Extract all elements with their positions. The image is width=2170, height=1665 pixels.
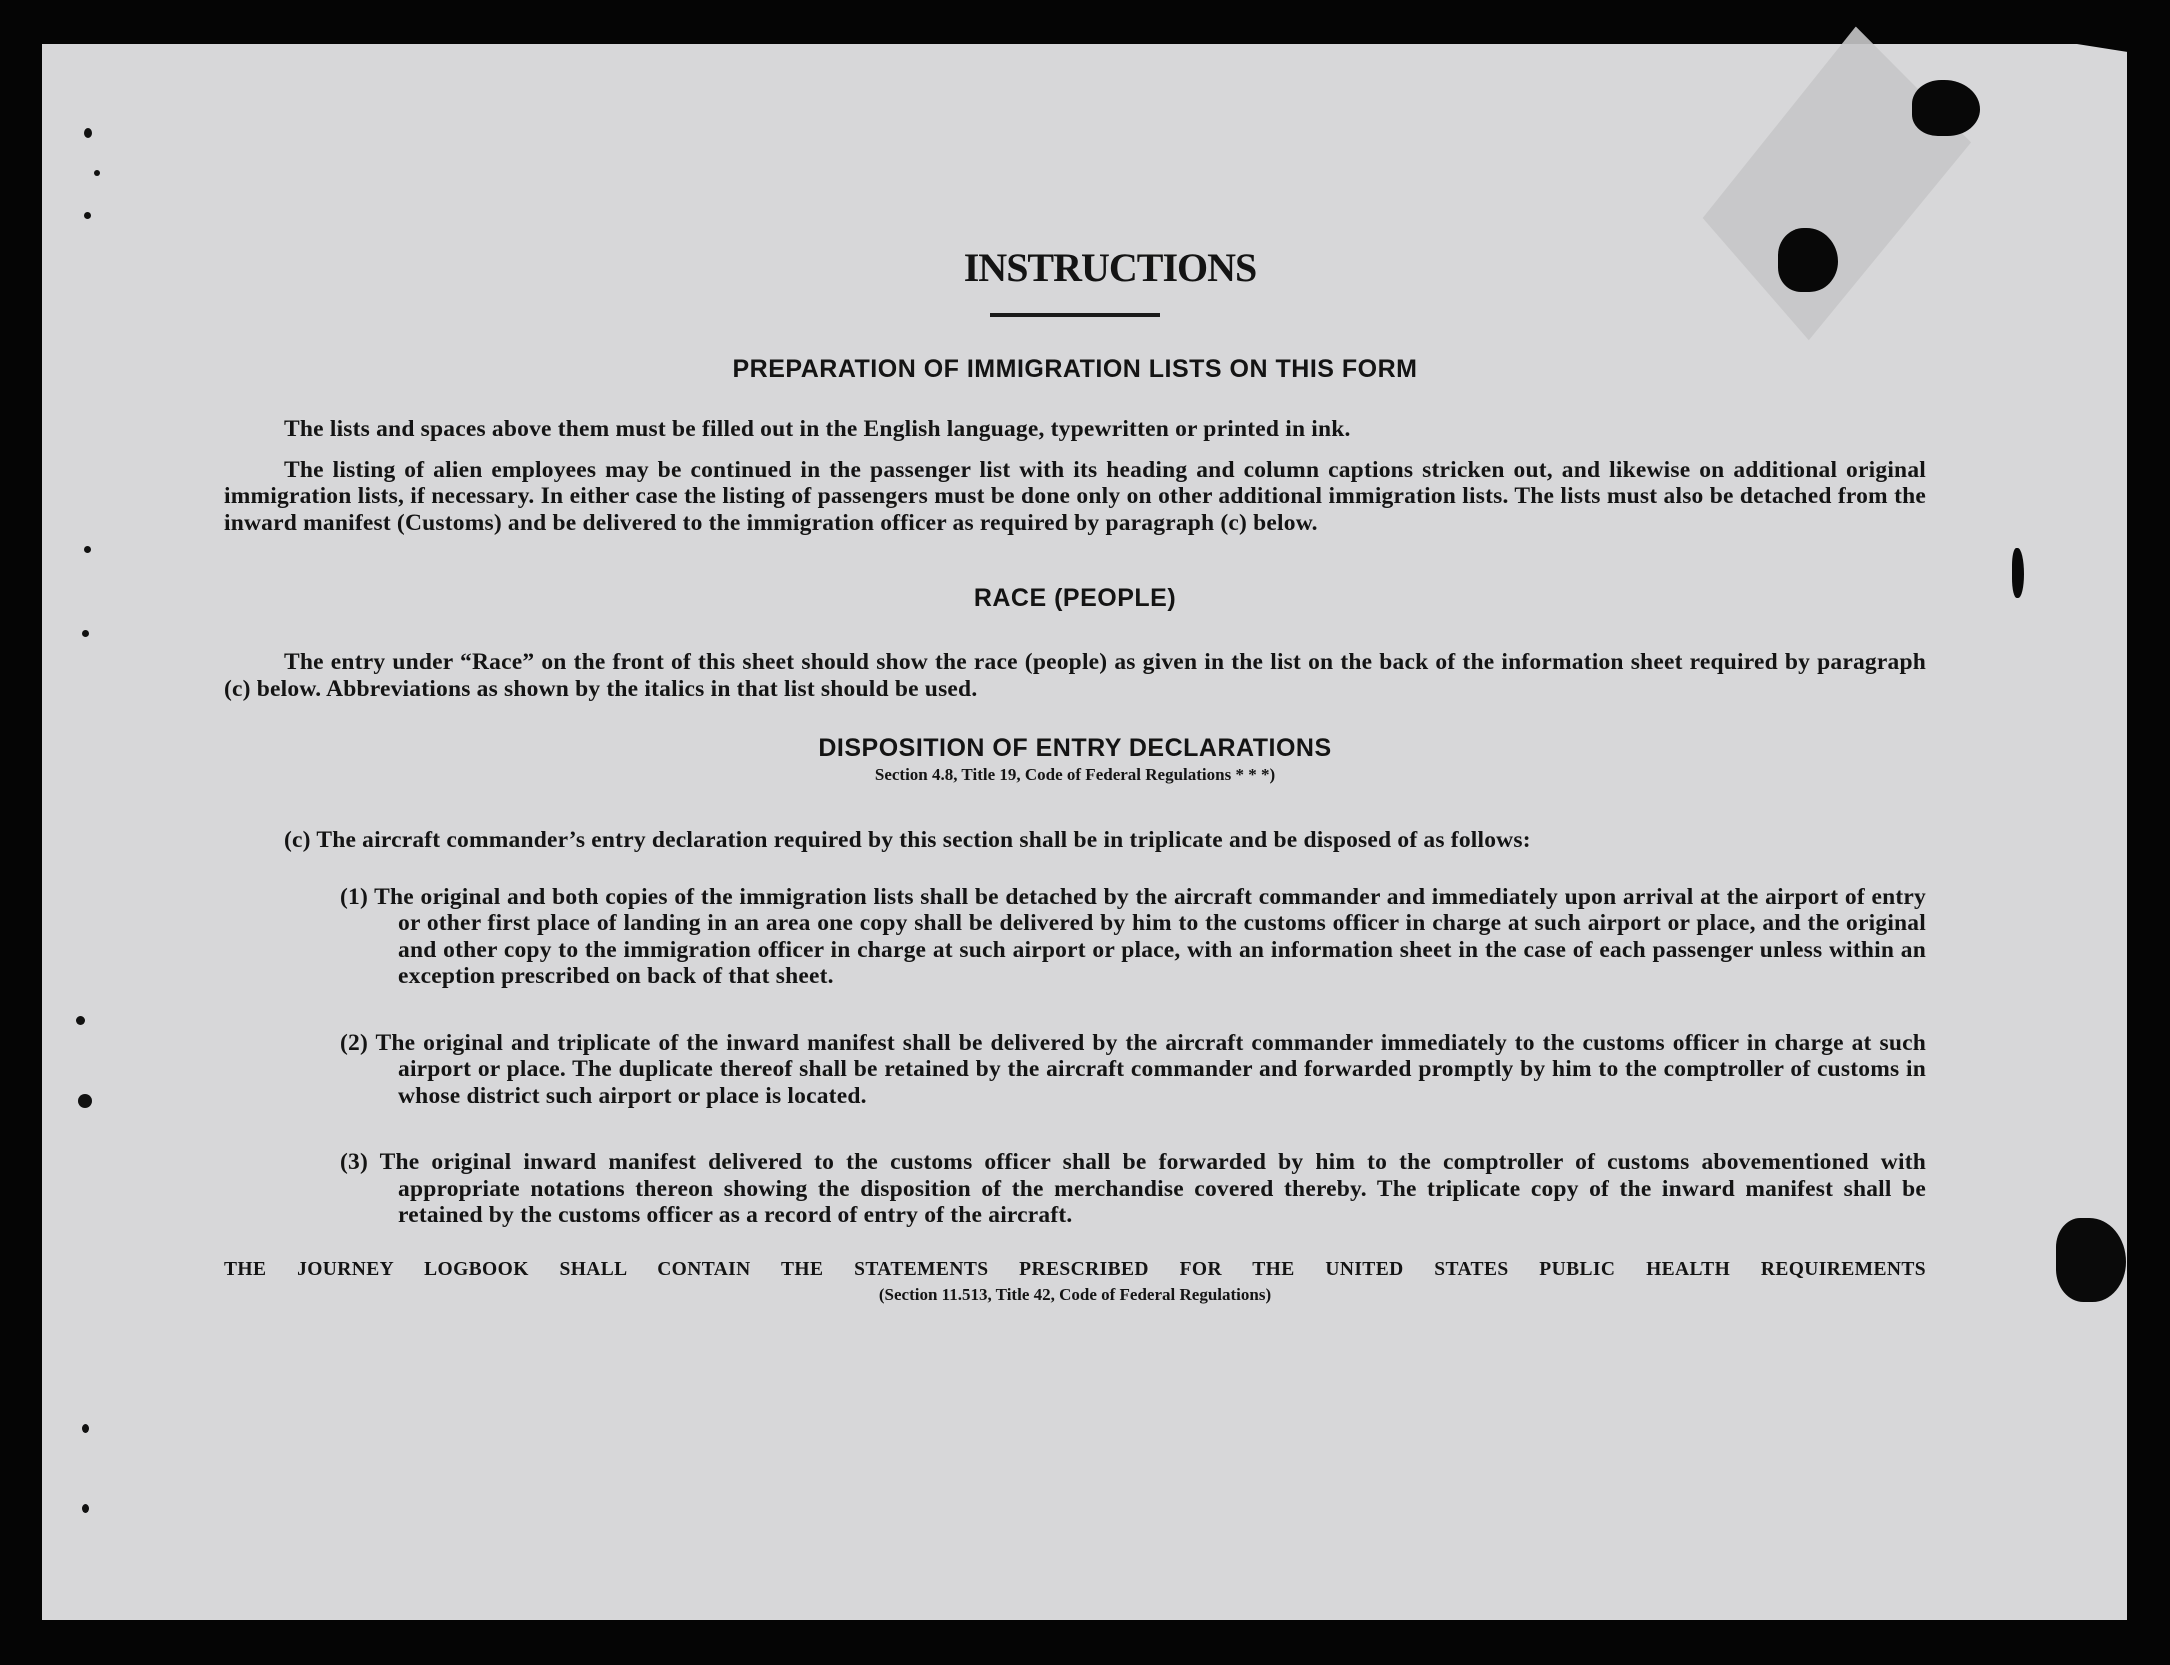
disposition-intro: (c) The aircraft commander’s entry declaration required by this section shall be in triplicate and be disposed of as follows: bbox=[284, 827, 1531, 853]
disposition-item-3: (3) The original inward manifest delivered to the customs officer shall be forwarded by him to the comptroller of customs abovementioned with appropriate notations thereon showing the disposition of the merchandise covered thereby. The triplicate copy of the inward manifest shall be retained by the customs officer as a record of entry of the aircraft. bbox=[340, 1149, 1926, 1228]
disposition-item-1: (1) The original and both copies of the immigration lists shall be detached by the aircraft commander and immediately upon arrival at the airport of entry or other first place of landing in an area one copy shall be delivered by him to the customs officer in charge at such airport or place, and the original and other copy to the immigration officer in charge at such airport or place, with an information sheet in the case of each passenger unless within an exception prescribed on back of that sheet. bbox=[340, 883, 1926, 989]
title-underline bbox=[990, 313, 1160, 317]
preparation-heading: PREPARATION OF IMMIGRATION LISTS ON THIS FORM bbox=[732, 355, 1418, 383]
disposition-citation: Section 4.8, Title 19, Code of Federal Regulations * * *) bbox=[874, 765, 1276, 784]
margin-speck bbox=[84, 128, 92, 138]
health-requirements-citation: (Section 11.513, Title 42, Code of Federal Regulations) bbox=[878, 1284, 1272, 1304]
punch-hole bbox=[1912, 80, 1980, 136]
margin-speck bbox=[82, 1504, 89, 1513]
health-requirements-statement: THE JOURNEY LOGBOOK SHALL CONTAIN THE STATEMENTS PRESCRIBED FOR THE UNITED STATES PUBLIC HEALTH REQUIREMENTS bbox=[224, 1258, 1926, 1280]
race-paragraph: The entry under “Race” on the front of this sheet should show the race (people) as given in the list on the back of the information sheet required by paragraph (c) below. Abbreviations as shown by the italics in that list should be used. bbox=[224, 649, 1926, 702]
edge-stain bbox=[2056, 1218, 2126, 1302]
margin-speck bbox=[78, 1094, 92, 1108]
race-heading: RACE (PEOPLE) bbox=[973, 584, 1177, 612]
margin-speck bbox=[82, 630, 89, 637]
margin-speck bbox=[76, 1016, 85, 1025]
margin-speck bbox=[84, 546, 91, 553]
margin-speck bbox=[94, 170, 100, 176]
preparation-paragraph-1: The lists and spaces above them must be filled out in the English language, typewritten or printed in ink. bbox=[284, 416, 1351, 442]
edge-stain bbox=[2012, 548, 2024, 598]
disposition-heading: DISPOSITION OF ENTRY DECLARATIONS bbox=[818, 734, 1332, 762]
disposition-item-2: (2) The original and triplicate of the inward manifest shall be delivered by the aircraft commander immediately to the customs officer in charge at such airport or place. The duplicate thereof shall be retained by the aircraft commander and forwarded promptly by him to the comptroller of customs in whose district such airport or place is located. bbox=[340, 1029, 1926, 1109]
margin-speck bbox=[82, 1424, 89, 1433]
preparation-paragraph-2: The listing of alien employees may be continued in the passenger list with its heading and column captions stricken out, and likewise on additional original immigration lists, if necessary. In either case the listing of passengers must be done only on other additional immigration lists. The lists must also be detached from the inward manifest (Customs) and be delivered to the immigration officer as required by paragraph (c) below. bbox=[224, 456, 1926, 536]
margin-speck bbox=[84, 212, 91, 219]
instructions-content bbox=[224, 240, 1926, 1305]
page-title: INSTRUCTIONS bbox=[963, 245, 1257, 290]
